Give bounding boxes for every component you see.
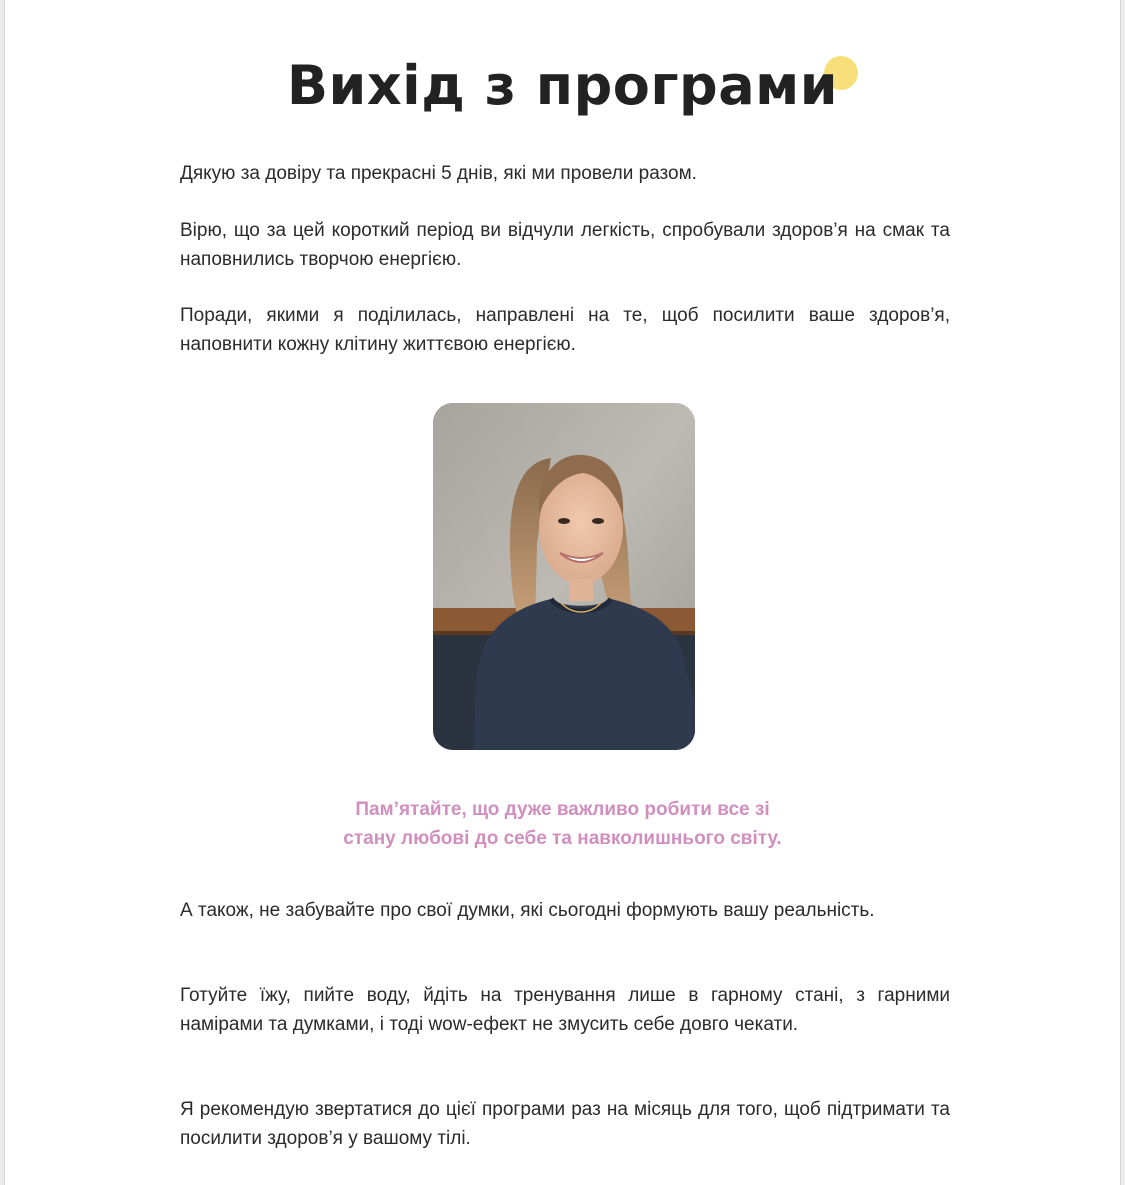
page-title-text: Вихід з програми [286, 54, 839, 117]
author-photo [433, 403, 695, 750]
quote-line: Пам’ятайте, що дуже важливо робити все зі [355, 799, 770, 820]
portrait-illustration [433, 403, 695, 750]
paragraph-cooking: Готуйте їжу, пийте воду, йдіть на тренування лише в гарному стані, з гарними намірами та думками, і тоді wow-ефект не змусить себе довго чекати. [180, 985, 950, 1035]
paragraph-advice: Поради, якими я поділилась, направлені на те, щоб посилити ваше здоров’я, наповнити кожну клітину життєвою енергією. [180, 305, 950, 355]
paragraph-thanks: Дякую за довіру та прекрасні 5 днів, які ми провели разом. [180, 163, 697, 184]
quote-line: стану любові до себе та навколишнього світу. [343, 828, 782, 849]
paragraph-recommend: Я рекомендую звертатися до цієї програми раз на місяць для того, щоб підтримати та посилити здоров’я у вашому тілі. [180, 1099, 950, 1149]
pink-quote [5, 795, 1120, 853]
paragraph-belief: Вірю, що за цей короткий період ви відчули легкість, спробували здоров’я на смак та наповнились творчою енергією. [180, 220, 950, 270]
page-title [287, 52, 838, 120]
paragraph-thoughts: А також, не забувайте про свої думки, які сьогодні формують вашу реальність. [180, 900, 875, 921]
document-page [4, 0, 1121, 1185]
title-wrapper [5, 52, 1120, 120]
